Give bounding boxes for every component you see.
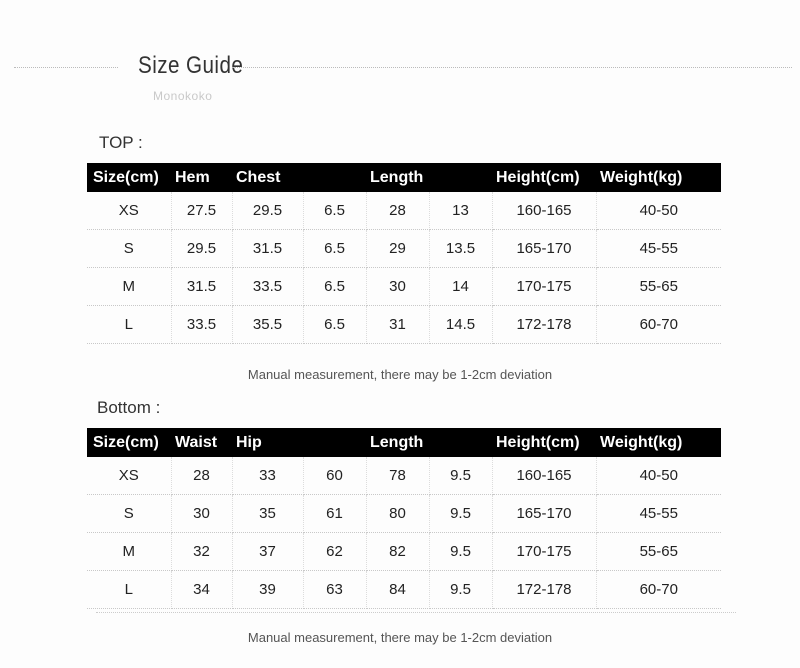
column-header-waist: Waist [171, 428, 232, 457]
table-row [87, 571, 721, 609]
table-cell: 14 [429, 268, 492, 306]
table-cell: 31.5 [232, 230, 303, 268]
column-header-height: Height(cm) [492, 163, 596, 192]
table-cell: 9.5 [429, 533, 492, 571]
table-cell: 28 [366, 192, 429, 230]
column-header-length: Length [366, 428, 429, 457]
table-row [87, 495, 721, 533]
column-header-weight: Weight(kg) [596, 163, 721, 192]
table-row [87, 268, 721, 306]
table-cell: 9.5 [429, 457, 492, 495]
table-cell: 31.5 [171, 268, 232, 306]
column-header-blank [429, 163, 492, 192]
table-cell: 13 [429, 192, 492, 230]
column-header-chest: Chest [232, 163, 303, 192]
table-cell: 40-50 [596, 192, 721, 230]
table-cell: 6.5 [303, 230, 366, 268]
table-row [87, 533, 721, 571]
table-cell: 39 [232, 571, 303, 609]
table-cell: 61 [303, 495, 366, 533]
measurement-note: Manual measurement, there may be 1-2cm deviation [247, 630, 553, 645]
table-cell: S [87, 495, 171, 533]
table-row [87, 306, 721, 344]
table-cell: M [87, 268, 171, 306]
table-cell: 55-65 [596, 268, 721, 306]
table-cell: 160-165 [492, 192, 596, 230]
column-header-length: Length [366, 163, 429, 192]
table-cell: 78 [366, 457, 429, 495]
column-header-hip: Hip [232, 428, 303, 457]
table-cell: 170-175 [492, 268, 596, 306]
table-cell: 165-170 [492, 495, 596, 533]
table-cell: XS [87, 457, 171, 495]
table-cell: 63 [303, 571, 366, 609]
top-size-table [87, 163, 721, 344]
table-row [87, 192, 721, 230]
table-cell: 60 [303, 457, 366, 495]
page-title: Size Guide [138, 52, 244, 79]
bottom-size-table [87, 428, 721, 609]
table-cell: L [87, 306, 171, 344]
table-cell: 55-65 [596, 533, 721, 571]
table-header-row [87, 428, 721, 457]
column-header-hem: Hem [171, 163, 232, 192]
table-header-row [87, 163, 721, 192]
table-cell: 80 [366, 495, 429, 533]
table-cell: 9.5 [429, 571, 492, 609]
table-cell: 82 [366, 533, 429, 571]
bottom-section-label: Bottom : [97, 398, 161, 417]
top-section-label: TOP : [99, 133, 143, 152]
table-cell: 30 [171, 495, 232, 533]
table-cell: 30 [366, 268, 429, 306]
title-row [0, 48, 800, 88]
table-cell: 27.5 [171, 192, 232, 230]
table-cell: L [87, 571, 171, 609]
table-cell: 45-55 [596, 495, 721, 533]
table-cell: 6.5 [303, 192, 366, 230]
column-header-height: Height(cm) [492, 428, 596, 457]
table-row [87, 230, 721, 268]
table-cell: 40-50 [596, 457, 721, 495]
divider [96, 612, 736, 613]
table-cell: XS [87, 192, 171, 230]
table-cell: M [87, 533, 171, 571]
column-header-blank [303, 428, 366, 457]
table-cell: 35.5 [232, 306, 303, 344]
table-cell: 29 [366, 230, 429, 268]
table-cell: 37 [232, 533, 303, 571]
table-cell: 170-175 [492, 533, 596, 571]
table-cell: 62 [303, 533, 366, 571]
table-cell: 9.5 [429, 495, 492, 533]
column-header-blank [429, 428, 492, 457]
table-cell: 31 [366, 306, 429, 344]
table-cell: S [87, 230, 171, 268]
table-cell: 32 [171, 533, 232, 571]
table-cell: 84 [366, 571, 429, 609]
brand-subtitle: Monokoko [153, 89, 213, 103]
column-header-blank [303, 163, 366, 192]
table-cell: 172-178 [492, 571, 596, 609]
table-cell: 160-165 [492, 457, 596, 495]
table-row [87, 457, 721, 495]
column-header-size: Size(cm) [87, 428, 171, 457]
table-cell: 29.5 [171, 230, 232, 268]
title-divider-left [14, 67, 118, 68]
table-cell: 28 [171, 457, 232, 495]
column-header-weight: Weight(kg) [596, 428, 721, 457]
table-cell: 14.5 [429, 306, 492, 344]
table-cell: 172-178 [492, 306, 596, 344]
table-cell: 29.5 [232, 192, 303, 230]
table-cell: 35 [232, 495, 303, 533]
table-cell: 33.5 [171, 306, 232, 344]
table-cell: 6.5 [303, 268, 366, 306]
table-cell: 6.5 [303, 306, 366, 344]
table-cell: 165-170 [492, 230, 596, 268]
table-cell: 34 [171, 571, 232, 609]
table-cell: 13.5 [429, 230, 492, 268]
table-cell: 60-70 [596, 306, 721, 344]
table-cell: 60-70 [596, 571, 721, 609]
table-cell: 45-55 [596, 230, 721, 268]
table-cell: 33 [232, 457, 303, 495]
column-header-size: Size(cm) [87, 163, 171, 192]
measurement-note: Manual measurement, there may be 1-2cm deviation [247, 367, 553, 382]
table-cell: 33.5 [232, 268, 303, 306]
title-divider-right [232, 67, 792, 68]
